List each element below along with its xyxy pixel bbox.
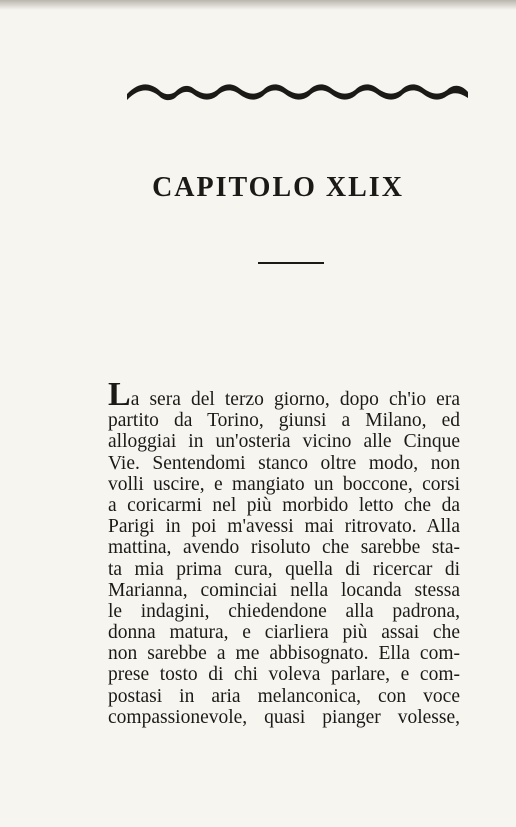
text-line: Marianna, cominciai nella locanda stessa (108, 579, 460, 601)
text-line: postasi in aria melanconica, con voce (108, 685, 460, 707)
chapter-title: CAPITOLO XLIX (152, 172, 404, 203)
page-edge-shadow (0, 0, 516, 10)
text-line: Parigi in poi m'avessi mai ritrovato. Alla (108, 516, 460, 538)
wave-ornament (125, 78, 470, 104)
text-line: a coricarmi nel più morbido letto che da (108, 494, 460, 516)
text-line: le indagini, chiedendone alla padrona, (108, 600, 460, 622)
first-line-text: a sera del terzo giorno, dopo ch'io era (130, 389, 460, 410)
text-line: alloggiai in un'osteria vicino alle Cinque (108, 431, 460, 453)
text-line: compassionevole, quasi pianger volesse, (108, 706, 460, 728)
text-line: Vie. Sentendomi stanco oltre modo, non (108, 452, 460, 474)
title-rule (258, 262, 324, 264)
text-line: prese tosto di chi voleva parlare, e com- (108, 664, 460, 686)
text-line: mattina, avendo risoluto che sarebbe sta- (108, 537, 460, 559)
text-line-1 (108, 376, 460, 413)
body-text (108, 376, 460, 728)
drop-cap: L (108, 376, 131, 413)
text-line: volli uscire, e mangiato un boccone, corsi (108, 473, 460, 495)
text-line: ta mia prima cura, quella di ricercar di (108, 558, 460, 580)
text-line: partito da Torino, giunsi a Milano, ed (108, 410, 460, 432)
text-line: donna matura, e ciarliera più assai che (108, 622, 460, 644)
text-line: non sarebbe a me abbisognato. Ella com- (108, 643, 460, 665)
